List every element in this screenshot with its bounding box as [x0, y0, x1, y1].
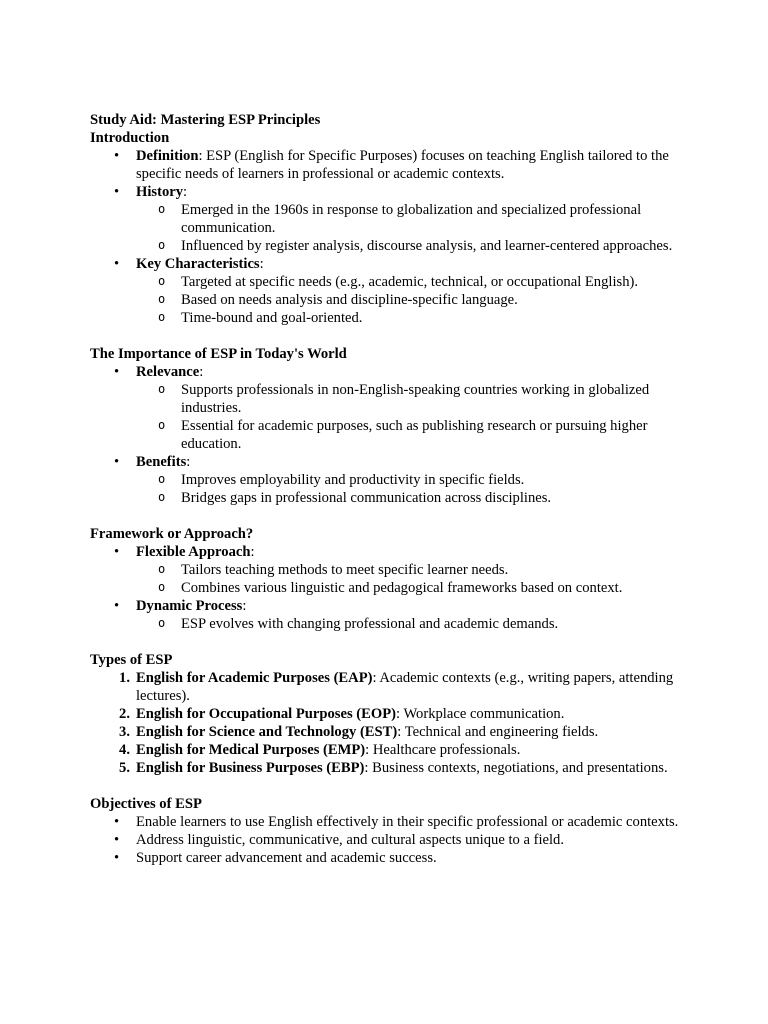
term-suffix: : [250, 544, 255, 560]
list-item: • Address linguistic, communicative, and cultural aspects unique to a field. [90, 831, 680, 849]
list-item [90, 597, 680, 633]
sub-list-item: o Essential for academic purposes, such as publishing research or pursuing higher education. [136, 417, 680, 453]
list-item: • Enable learners to use English effectively in their specific professional or academic contexts. [90, 813, 680, 831]
spacer [90, 327, 680, 345]
list-item [90, 183, 680, 255]
list-item [90, 147, 680, 183]
sub-list-item: o Improves employability and productivity in specific fields. [136, 471, 680, 489]
heading-importance: The Importance of ESP in Today's World [90, 346, 347, 362]
heading-introduction: Introduction [90, 130, 170, 146]
term: English for Science and Technology (EST) [136, 724, 398, 740]
term: English for Business Purposes (EBP) [136, 760, 365, 776]
types-list [90, 669, 680, 777]
section-introduction [90, 111, 680, 327]
term: Benefits [136, 454, 187, 470]
heading-framework: Framework or Approach? [90, 526, 254, 542]
term: English for Academic Purposes (EAP) [136, 670, 373, 686]
list-number: 4. [119, 742, 130, 758]
spacer [90, 633, 680, 651]
sub-list [136, 561, 680, 597]
list-number: 5. [119, 760, 130, 776]
list-item [90, 705, 680, 723]
term: History [136, 184, 184, 200]
list-item [90, 453, 680, 507]
sub-list [136, 273, 680, 327]
term: English for Occupational Purposes (EOP) [136, 706, 397, 722]
term: Relevance [136, 364, 200, 380]
section-framework [90, 525, 680, 633]
document-body [90, 111, 680, 867]
sub-list [136, 615, 680, 633]
term-suffix: : [242, 598, 247, 614]
section-types [90, 651, 680, 777]
list-number: 3. [119, 724, 130, 740]
sub-list-item: o Influenced by register analysis, discourse analysis, and learner-centered approaches. [136, 237, 680, 255]
spacer [90, 777, 680, 795]
sub-list-item: o Targeted at specific needs (e.g., academic, technical, or occupational English). [136, 273, 680, 291]
item-text: : Academic contexts (e.g., writing papers, attending lectures). [136, 670, 674, 704]
objectives-list [90, 813, 680, 867]
term-suffix: : [259, 256, 264, 272]
item-text: : Business contexts, negotiations, and presentations. [364, 760, 668, 776]
list-number: 1. [119, 670, 130, 686]
sub-list-item: o Time-bound and goal-oriented. [136, 309, 680, 327]
sub-list [136, 381, 680, 453]
sub-list-item: o Tailors teaching methods to meet specific learner needs. [136, 561, 680, 579]
term-suffix: : [186, 454, 191, 470]
sub-list-item: o Based on needs analysis and discipline-specific language. [136, 291, 680, 309]
term: English for Medical Purposes (EMP) [136, 742, 366, 758]
spacer [90, 507, 680, 525]
list-item: • Support career advancement and academic success. [90, 849, 680, 867]
list-item [90, 759, 680, 777]
item-text: : Healthcare professionals. [365, 742, 521, 758]
term: Flexible Approach [136, 544, 251, 560]
heading-objectives: Objectives of ESP [90, 796, 202, 812]
sub-list [136, 201, 680, 255]
list-item [90, 723, 680, 741]
sub-list-item: o Combines various linguistic and pedagogical frameworks based on context. [136, 579, 680, 597]
term: Definition [136, 148, 199, 164]
list-item [90, 669, 680, 705]
item-text: : ESP (English for Specific Purposes) focuses on teaching English tailored to the specific needs of learners in professional or academic contexts. [136, 148, 669, 182]
term-suffix: : [199, 364, 204, 380]
sub-list-item: o Emerged in the 1960s in response to globalization and specialized professional communication. [136, 201, 680, 237]
sub-list [136, 471, 680, 507]
list-number: 2. [119, 706, 130, 722]
list-item [90, 363, 680, 453]
term: Dynamic Process [136, 598, 243, 614]
item-text: : Workplace communication. [396, 706, 565, 722]
section-importance [90, 345, 680, 507]
section-objectives [90, 795, 680, 867]
item-text: : Technical and engineering fields. [397, 724, 599, 740]
introduction-list [90, 147, 680, 327]
term: Key Characteristics [136, 256, 260, 272]
list-item [90, 543, 680, 597]
list-item [90, 741, 680, 759]
sub-list-item: o ESP evolves with changing professional and academic demands. [136, 615, 680, 633]
sub-list-item: o Supports professionals in non-English-speaking countries working in globalized industries. [136, 381, 680, 417]
term-suffix: : [183, 184, 188, 200]
importance-list [90, 363, 680, 507]
list-item [90, 255, 680, 327]
sub-list-item: o Bridges gaps in professional communication across disciplines. [136, 489, 680, 507]
heading-types: Types of ESP [90, 652, 173, 668]
framework-list [90, 543, 680, 633]
document-title: Study Aid: Mastering ESP Principles [90, 112, 321, 128]
